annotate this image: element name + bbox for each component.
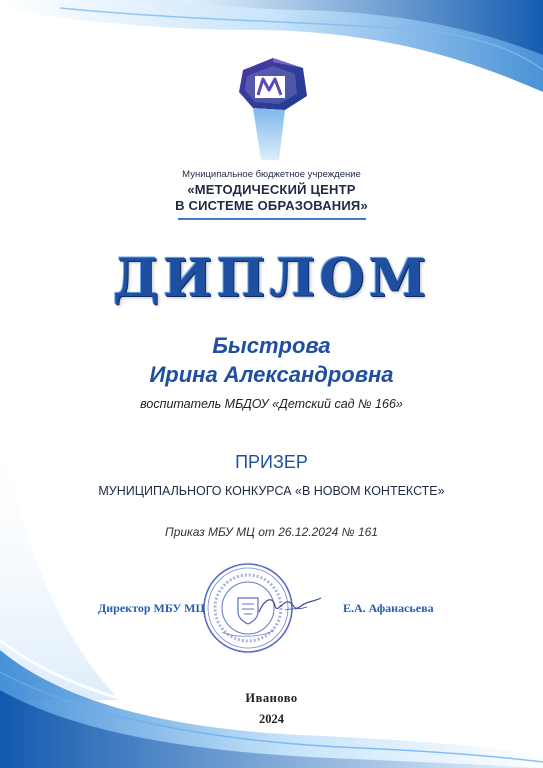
organization-divider — [178, 218, 366, 220]
organization-type: Муниципальное бюджетное учреждение — [182, 169, 361, 180]
signatory-name: Е.А. Афанасьева — [343, 601, 434, 615]
recipient-last-name: Быстрова — [212, 333, 331, 358]
organization-name-line1: «МЕТОДИЧЕСКИЙ ЦЕНТР — [187, 182, 356, 197]
signatory-role: Директор МБУ МЦ — [98, 601, 205, 615]
award-title: ПРИЗЕР — [235, 452, 308, 472]
contest-name: МУНИЦИПАЛЬНОГО КОНКУРСА «В НОВОМ КОНТЕКСТЕ» — [98, 484, 445, 498]
city: Иваново — [245, 691, 298, 705]
order-reference: Приказ МБУ МЦ от 26.12.2024 № 161 — [165, 525, 378, 539]
document-title: ДИПЛОМ — [112, 248, 431, 309]
organization-name — [0, 182, 543, 214]
organization-logo — [233, 52, 311, 162]
handwritten-signature — [255, 590, 325, 620]
year: 2024 — [259, 712, 284, 726]
recipient-position: воспитатель МБДОУ «Детский сад № 166» — [140, 397, 403, 411]
organization-name-line2: В СИСТЕМЕ ОБРАЗОВАНИЯ» — [175, 198, 368, 213]
recipient-first-middle-name: Ирина Александровна — [149, 362, 394, 387]
